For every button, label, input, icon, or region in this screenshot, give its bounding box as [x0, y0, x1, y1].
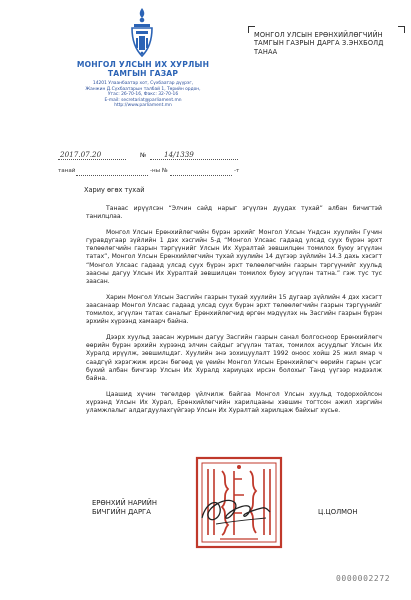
reference-label-left: танай — [58, 168, 76, 174]
signatory-title-line1: ЕРӨНХИЙ НАРИЙН — [92, 499, 157, 507]
handwritten-signature — [196, 488, 276, 532]
body-paragraph: Харин Монгол Улсын Засгийн газрын тухай хуулийн 15 дугаар зүйлийн 4 дэх хэсэгт заасанаар Монгол Улсаас гадаад улсад суух бүрэн эрхт төлөөлөгчийн газрын тэргүүнийг томилох, эгүүлэн татах саналыг Ерөнхийлөгчид өргөн мэдүүлэх нь Засгийн газрын бүрэн эрхийн хүрээнд хамаарч байна. — [86, 293, 382, 326]
reference-row — [58, 166, 298, 178]
signatory-name: Ц.ЦОЛМОН — [318, 508, 358, 516]
organization-block — [48, 60, 238, 109]
reference-date-underline — [76, 175, 148, 176]
contact-line: http://www.parliament.mn — [114, 103, 172, 109]
reference-label-right: -т — [234, 168, 240, 174]
reference-number-underline — [170, 175, 232, 176]
number-underline — [150, 159, 238, 160]
document-serial-number: 0000002272 — [336, 574, 391, 583]
date-number-row — [58, 150, 298, 162]
addressee-block — [254, 31, 404, 56]
signatory-title-line2: БИЧГИЙН ДАРГА — [92, 508, 151, 516]
org-name-line2: ТАМГЫН ГАЗАР — [107, 69, 179, 78]
body-paragraph: Монгол Улсын Ерөнхийлөгчийн бүрэн эрхийг Монгол Улсын Үндсэн хуулийн Гучин гуравдугаар зүйлийн 1 дэх хэсгийн 5-д “Монгол Улсаас гадаад улсад суух бүрэн эрхт төлөөлөгчийн газрын тэргүүнийг Улсын Их Хуралтай зөвшилцөн томилох буюу эгүүлэн татах”, Монгол Улсын Ерөнхийлөгчийн тухай хуулийн 14 дүгээр зүйлийн 14.3 дахь хэсэгт “Монгол Улсаас гадаад улсад суух бүрэн эрхт төлөөлөгчийн газрын тэргүүнийг хуульд заасны дагуу Улсын Их Хуралтай зөвшилцөн томилох буюу эгүүлэн татна.” гэж тус тус заасан. — [86, 229, 382, 285]
contact-line: E-mail: secretariat@parliament.mn — [104, 97, 182, 103]
letter-number: 14/1339 — [164, 150, 194, 159]
signatory-title — [92, 499, 157, 517]
contact-line: Утас: 26-70-16, Факс: 32-70-16 — [107, 92, 179, 98]
letter-subject: Хариу өгөх тухай — [84, 186, 145, 194]
body-paragraph: Танаас ирүүлсэн “Элчин сайд нарыг эгүүлэн дуудах тухай” албан бичигтэй танилцлаа. — [86, 205, 382, 221]
addressee-line3: ТАНАА — [254, 47, 278, 56]
addressee-line2: ТАМГЫН ГАЗРЫН ДАРГА З.ЭНХБОЛД — [254, 39, 384, 48]
state-emblem-icon — [124, 6, 160, 60]
letter-date: 2017.07.20 — [60, 150, 102, 159]
addressee-line1: МОНГОЛ УЛСЫН ЕРӨНХИЙЛӨГЧИЙН — [254, 31, 383, 39]
contact-line: Жанжин Д.Сүхбаатарын талбай 1, Төрийн ордон, — [85, 86, 201, 92]
reference-label-mid: -ны № — [150, 168, 168, 174]
contact-info — [48, 81, 238, 109]
org-name-line1: МОНГОЛ УЛСЫН ИХ ХУРЛЫН — [76, 60, 210, 69]
body-paragraph: Дээрх хуульд заасан журмын дагуу Засгийн газрын санал болгосноор Ерөнхийлөгч өөрийн бүрэн эрхийн хүрээнд элчин сайдыг эгүүлэн татах, томилох асуудлыг Улсын Их Хуралд ирүүлж, зөвшилцдэг. Хуулийн энэ зохицуулалт 1992 оноос хойш 25 жил ямар ч саадгүй хэрэгжиж ирсэн бөгөөд үе үеийн Монгол Улсын Ерөнхийлөгч өөрийн гарын үсэг бүхий албан бичгээр Улсын Их Хуралд хариуцах ирсэн болохыг Танд үүгээр мэдээлж байна. — [86, 334, 382, 382]
contact-line: 14201 Улаанбаатар хот, Сүхбаатар дүүрэг, — [92, 81, 194, 86]
body-paragraph: Цаашид хүчин төгөлдөр үйлчилж байгаа Монгол Улсын хуульд тодорхойлсон хүрээнд Улсын Их Хурал, Ерөнхийлөгчийн харилцааны хэвшин тогтсон ажил хэргийн уламжлалыг алдагдуулахгүйгээр Улсын Их Хуралтай харилцаж байхыг хүсье. — [86, 390, 382, 414]
number-label: № — [140, 152, 147, 159]
date-underline — [58, 159, 126, 160]
letter-body — [86, 205, 382, 423]
